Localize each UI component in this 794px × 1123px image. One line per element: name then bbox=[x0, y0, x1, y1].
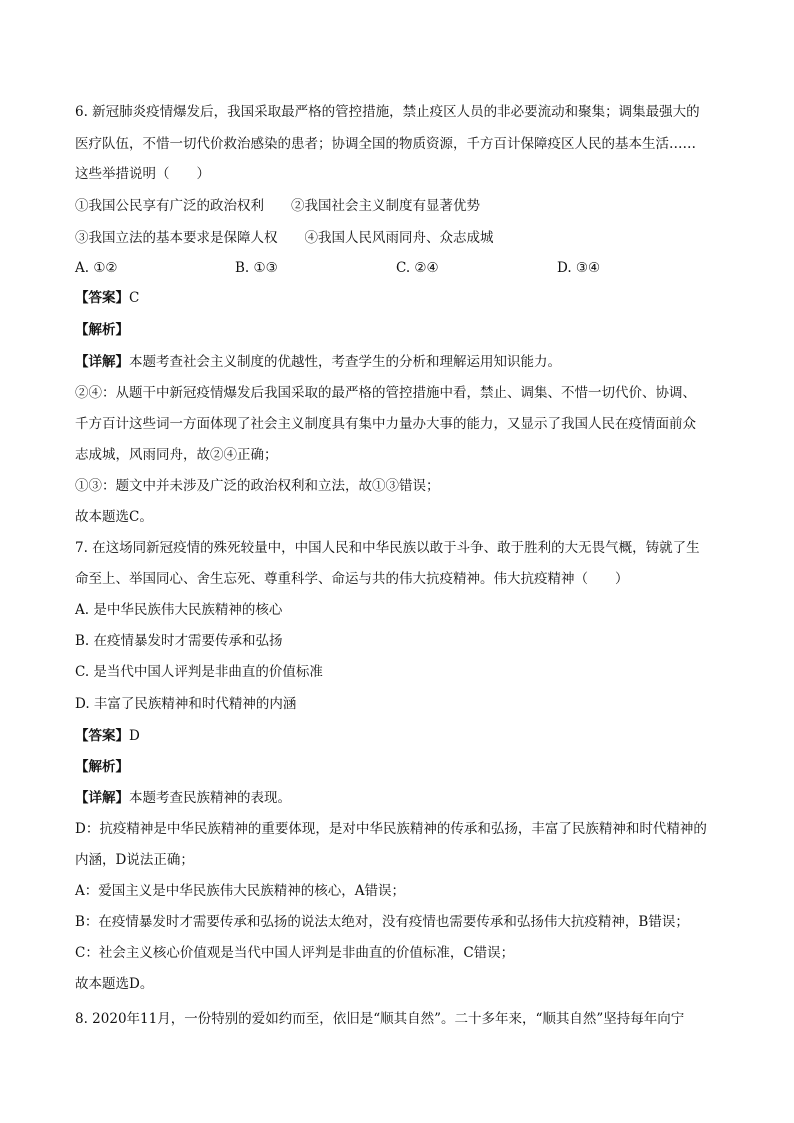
q6-option-c: C. ②④ bbox=[396, 260, 439, 276]
q7-explain-line-4: B：在疫情暴发时才需要传承和弘扬的说法太绝对，没有疫情也需要传承和弘扬伟大抗疫精神，B错误； bbox=[75, 914, 689, 930]
q6-statement-2: ③我国立法的基本要求是保障人权 ④我国人民风雨同舟、众志成城 bbox=[75, 230, 494, 246]
answer-tag: 【答案】 bbox=[75, 290, 129, 306]
q7-detail-text: 本题考查民族精神的表现。 bbox=[129, 790, 291, 806]
q7-explain-line-1: D：抗疫精神是中华民族精神的重要体现，是对中华民族精神的传承和弘扬，丰富了民族精神和时代精神的 bbox=[75, 821, 707, 837]
q6-answer-value: C bbox=[129, 290, 140, 306]
detail-tag: 【详解】 bbox=[75, 790, 129, 806]
q7-explain-line-3: A：爱国主义是中华民族伟大民族精神的核心，A错误； bbox=[75, 883, 405, 899]
q7-option-a: A. 是中华民族伟大民族精神的核心 bbox=[75, 602, 283, 618]
q6-analysis-heading bbox=[75, 320, 725, 340]
q7-explain-line-6: 故本题选D。 bbox=[75, 976, 154, 992]
q7-stem-line-2: 命至上、举国同心、舍生忘死、尊重科学、命运与共的伟大抗疫精神。伟大抗疫精神（ ） bbox=[75, 571, 629, 587]
q7-option-b: B. 在疫情暴发时才需要传承和弘扬 bbox=[75, 633, 283, 649]
q7-answer-value: D bbox=[129, 728, 140, 744]
q6-option-b: B. ①③ bbox=[235, 260, 278, 276]
q6-explain-line-1: ②④：从题干中新冠疫情爆发后我国采取的最严格的管控措施中看，禁止、调集、不惜一切代价、协调、 bbox=[75, 385, 696, 401]
q6-detail-text: 本题考查社会主义制度的优越性，考查学生的分析和理解运用知识能力。 bbox=[129, 354, 561, 370]
q6-explain-line-3: 志成城，风雨同舟，故②④正确； bbox=[75, 447, 278, 463]
q6-explain-line-5: 故本题选C。 bbox=[75, 509, 153, 525]
q6-stem-line-3: 这些举措说明（ ） bbox=[75, 166, 210, 182]
q6-statement-1: ①我国公民享有广泛的政治权利 ②我国社会主义制度有显著优势 bbox=[75, 198, 480, 214]
q7-stem-line-1: 7. 在这场同新冠疫情的殊死较量中，中国人民和中华民族以敢于斗争、敢于胜利的大无畏气概，铸就了生 bbox=[75, 540, 700, 556]
q6-stem-line-1: 6. 新冠肺炎疫情爆发后，我国采取最严格的管控措施，禁止疫区人员的非必要流动和聚集；调集最强大的 bbox=[75, 104, 700, 120]
answer-tag: 【答案】 bbox=[75, 728, 129, 744]
q7-explain-line-2: 内涵，D说法正确； bbox=[75, 852, 194, 868]
q6-explain-line-2: 千方百计这些词一方面体现了社会主义制度具有集中力量办大事的能力，又显示了我国人民在疫情面前众 bbox=[75, 416, 696, 432]
analysis-tag: 【解析】 bbox=[75, 759, 129, 775]
q6-option-d: D. ③④ bbox=[557, 260, 601, 276]
q7-detail-line bbox=[75, 788, 725, 808]
q7-explain-line-5: C：社会主义核心价值观是当代中国人评判是非曲直的价值标准，C错误； bbox=[75, 945, 515, 961]
q6-option-a: A. ①② bbox=[75, 260, 118, 276]
q7-option-c: C. 是当代中国人评判是非曲直的价值标准 bbox=[75, 664, 323, 680]
q8-stem-line-1: 8. 2020年11月，一份特别的爱如约而至，依旧是“顺其自然”。二十多年来，“顺其自然”坚持每年向宁 bbox=[75, 1011, 685, 1027]
q7-analysis-heading bbox=[75, 757, 725, 777]
q7-answer-line bbox=[75, 726, 725, 746]
q6-stem-line-2: 医疗队伍，不惜一切代价救治感染的患者；协调全国的物质资源，千方百计保障疫区人民的基本生活…… bbox=[75, 136, 696, 152]
q6-answer-line bbox=[75, 288, 725, 308]
detail-tag: 【详解】 bbox=[75, 354, 129, 370]
analysis-tag: 【解析】 bbox=[75, 322, 129, 338]
q6-detail-line bbox=[75, 352, 725, 372]
q6-explain-line-4: ①③：题文中并未涉及广泛的政治权利和立法，故①③错误； bbox=[75, 478, 440, 494]
q7-option-d: D. 丰富了民族精神和时代精神的内涵 bbox=[75, 696, 297, 712]
